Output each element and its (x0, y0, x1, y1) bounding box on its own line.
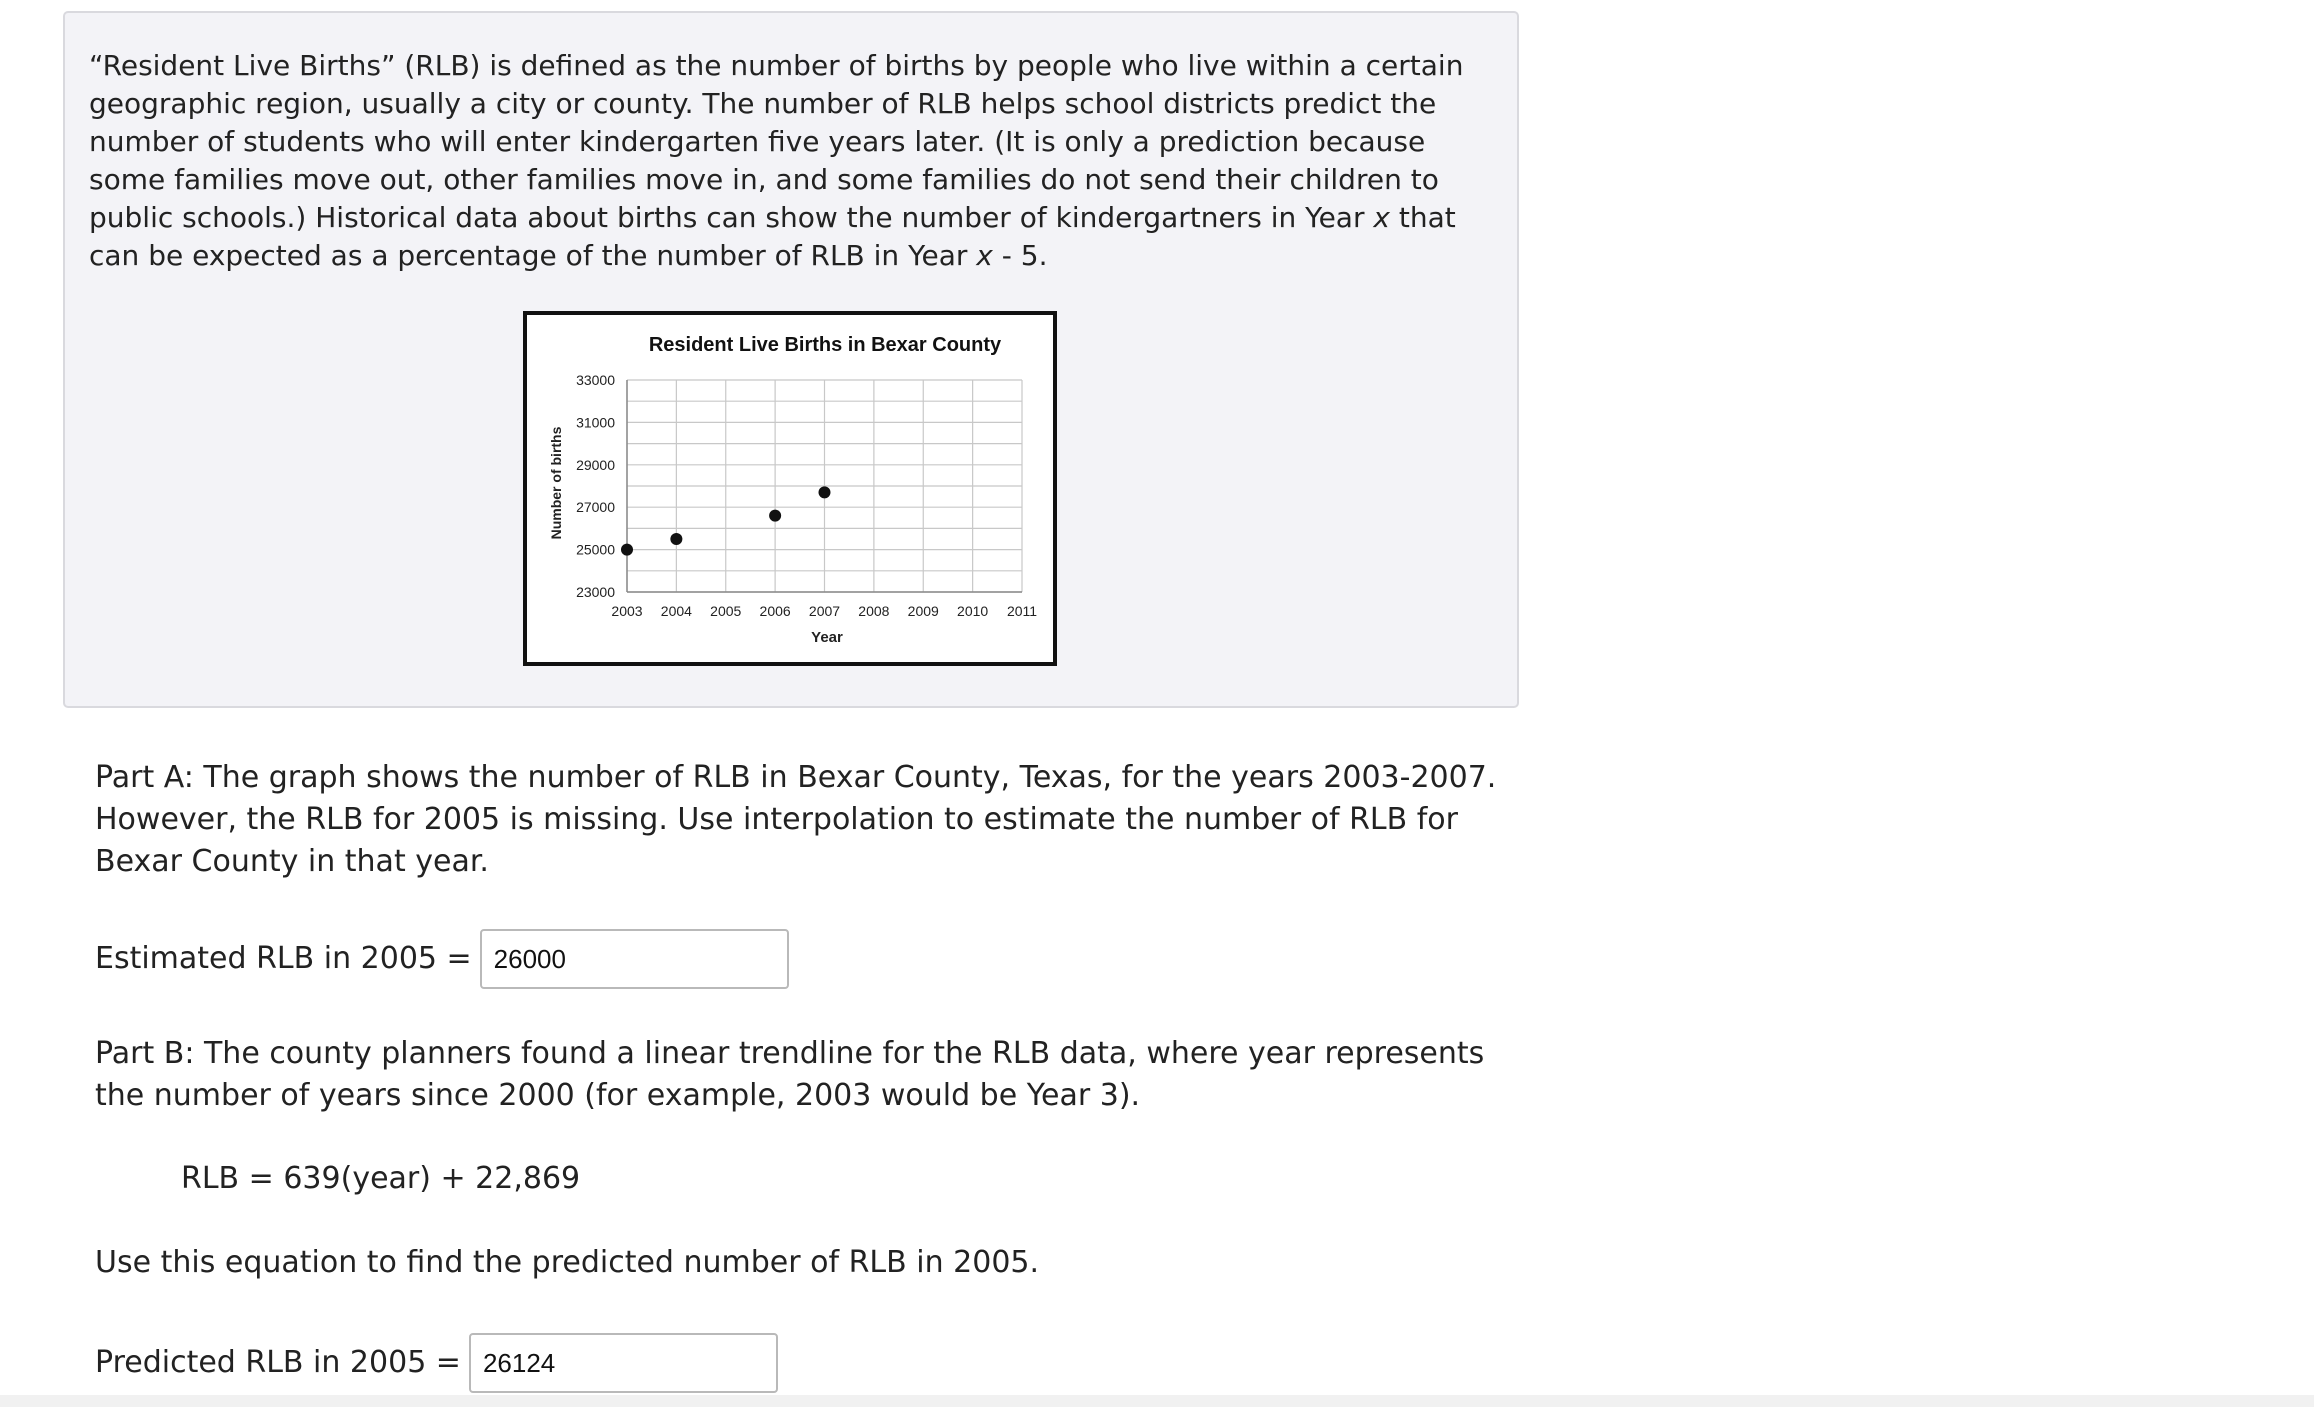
variable-x: x (976, 239, 993, 272)
y-tick-label: 29000 (576, 456, 615, 473)
y-tick-label: 33000 (576, 372, 615, 388)
estimated-rlb-input[interactable] (480, 929, 789, 989)
trendline-equation: RLB = 639(year) + 22,869 (181, 1161, 581, 1196)
part-b-question: Part B: The county planners found a linear trendline for the RLB data, where year represents the number of years since 2000 (for example, 2003 would be Year 3). (95, 1036, 1485, 1113)
y-tick-label: 31000 (576, 414, 615, 431)
intro-text-part-1: “Resident Live Births” (RLB) is defined as the number of births by people who live within a certain geographic region, usually a city or county. The number of RLB helps school districts predict the number of students who will enter kindergarten five years later. (It is only a prediction because some families move out, other families move in, and some families do not send their children to public schools.) Historical data about births can show the number of kindergartners in Year (89, 49, 1464, 234)
x-tick-label: 2011 (1006, 603, 1038, 619)
x-tick-label: 2008 (858, 603, 890, 619)
x-tick-label: 2005 (710, 603, 742, 619)
x-tick-label: 2009 (907, 603, 939, 619)
intro-text-part-3: - 5. (992, 239, 1048, 272)
predicted-rlb-label: Predicted RLB in 2005 = (95, 1345, 461, 1380)
estimated-rlb-row (95, 929, 789, 989)
chart-frame (523, 311, 1057, 666)
estimated-rlb-label: Estimated RLB in 2005 = (95, 941, 472, 976)
bottom-strip (0, 1395, 2314, 1407)
chart-x-ticks (611, 603, 1037, 619)
chart-title: Resident Live Births in Bexar County (648, 334, 1002, 356)
y-tick-label: 27000 (576, 499, 615, 516)
variable-x: x (1373, 201, 1390, 234)
part-a-question: Part A: The graph shows the number of RLB in Bexar County, Texas, for the years 2003-2007. However, the RLB for 2005 is missing. Use interpolation to estimate the number of RLB for Bexar County in that year. (95, 760, 1497, 879)
y-tick-label: 25000 (576, 541, 615, 558)
chart-grid (627, 380, 1022, 592)
data-point-2004 (670, 533, 682, 545)
x-tick-label: 2003 (611, 603, 643, 619)
chart-x-axis-label: Year (811, 629, 843, 646)
x-tick-label: 2010 (957, 603, 989, 619)
x-tick-label: 2006 (759, 603, 791, 619)
rlb-scatter-chart (527, 315, 1053, 662)
data-point-2003 (621, 544, 633, 556)
data-point-2007 (819, 486, 831, 498)
chart-y-axis-label: Number of births (548, 426, 564, 540)
data-point-2006 (769, 510, 781, 522)
predicted-rlb-row (95, 1333, 778, 1393)
part-b-instruction: Use this equation to find the predicted number of RLB in 2005. (95, 1245, 1040, 1280)
chart-y-ticks (576, 372, 615, 600)
y-tick-label: 23000 (576, 584, 615, 600)
x-tick-label: 2004 (660, 603, 692, 619)
x-tick-label: 2007 (808, 603, 841, 619)
intro-paragraph (89, 47, 1504, 275)
intro-text-part-2: that can be expected as a percentage of the number of RLB in Year (89, 201, 1456, 272)
predicted-rlb-input[interactable] (469, 1333, 778, 1393)
